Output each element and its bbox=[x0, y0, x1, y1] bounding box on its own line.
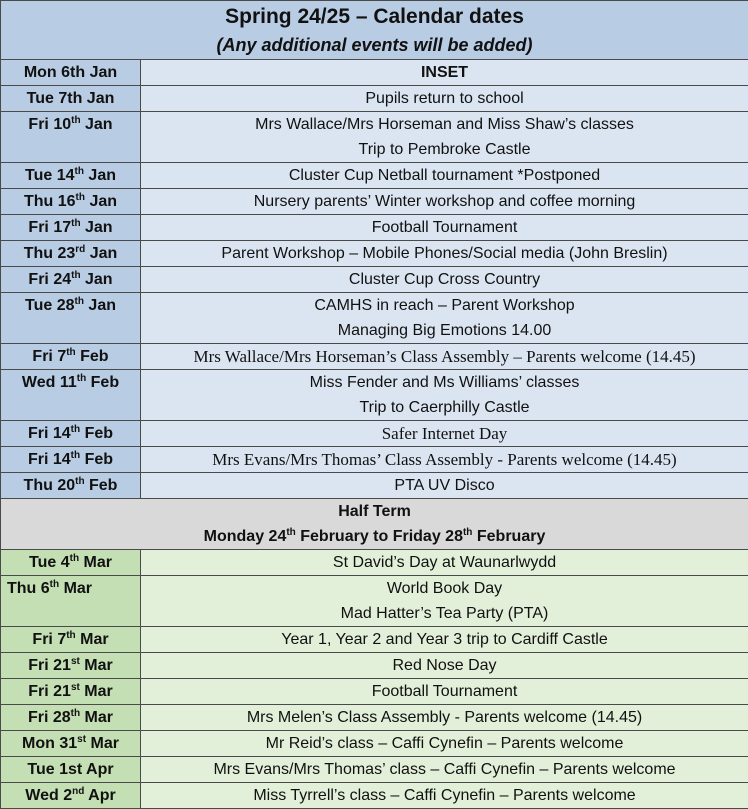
event-cell bbox=[141, 112, 748, 163]
event-cell bbox=[141, 241, 748, 267]
title-row bbox=[1, 1, 748, 60]
calendar-row bbox=[1, 163, 748, 189]
calendar-row bbox=[1, 189, 748, 215]
date-cell bbox=[1, 705, 141, 731]
event-cell bbox=[141, 705, 748, 731]
half-term-cell bbox=[1, 499, 748, 550]
event-text: Mr Reid’s class – Caffi Cynefin – Parents welcome bbox=[143, 731, 746, 756]
date-month: Jan bbox=[81, 116, 113, 133]
ordinal: th bbox=[463, 527, 472, 538]
calendar-row bbox=[1, 370, 748, 421]
event-cell bbox=[141, 757, 748, 783]
date-ordinal: th bbox=[70, 553, 79, 564]
date-cell bbox=[1, 370, 141, 421]
date-ordinal: rd bbox=[75, 244, 85, 255]
date-text: Thu 16 bbox=[24, 193, 76, 210]
event-cell bbox=[141, 370, 748, 421]
date-ordinal: th bbox=[76, 192, 85, 203]
event-text: Mrs Wallace/Mrs Horseman’s Class Assembly – Parents welcome (14.45) bbox=[143, 344, 746, 369]
calendar-row bbox=[1, 653, 748, 679]
calendar-row bbox=[1, 576, 748, 627]
calendar-row bbox=[1, 267, 748, 293]
event-cell bbox=[141, 576, 748, 627]
half-term-title: Half Term bbox=[1, 499, 748, 524]
event-text: Parent Workshop – Mobile Phones/Social media (John Breslin) bbox=[143, 241, 746, 266]
date-ordinal: th bbox=[66, 630, 75, 641]
ordinal: th bbox=[286, 527, 295, 538]
date-text: Thu 23 bbox=[24, 245, 76, 262]
date-cell bbox=[1, 731, 141, 757]
event-text: Mrs Evans/Mrs Thomas’ class – Caffi Cynefin – Parents welcome bbox=[143, 757, 746, 782]
date-cell bbox=[1, 215, 141, 241]
event-text: Pupils return to school bbox=[143, 86, 746, 111]
date-cell bbox=[1, 163, 141, 189]
date-month: Feb bbox=[86, 374, 119, 391]
date-month: Jan bbox=[81, 271, 113, 288]
half-term-end: February bbox=[472, 528, 545, 545]
date-text: Tue 7th Jan bbox=[27, 90, 115, 107]
date-ordinal: th bbox=[71, 270, 80, 281]
date-text: Fri 21 bbox=[28, 657, 71, 674]
event-text: World Book Day bbox=[143, 576, 746, 601]
date-text: Wed 2 bbox=[25, 787, 72, 804]
date-month: Jan bbox=[84, 297, 116, 314]
date-text: Mon 6th Jan bbox=[24, 64, 117, 81]
calendar-row bbox=[1, 627, 748, 653]
date-ordinal: st bbox=[77, 734, 86, 745]
event-text: Football Tournament bbox=[143, 215, 746, 240]
date-cell bbox=[1, 576, 141, 627]
event-text: Cluster Cup Cross Country bbox=[143, 267, 746, 292]
calendar-row bbox=[1, 731, 748, 757]
date-month: Mar bbox=[80, 709, 113, 726]
half-term-mid: February to Friday 28 bbox=[296, 528, 463, 545]
event-cell bbox=[141, 679, 748, 705]
event-cell bbox=[141, 60, 748, 86]
date-text: Fri 14 bbox=[28, 451, 71, 468]
calendar-body bbox=[1, 1, 748, 809]
event-text: Miss Tyrrell’s class – Caffi Cynefin – Parents welcome bbox=[143, 783, 746, 808]
date-text: Fri 17 bbox=[28, 219, 71, 236]
date-cell bbox=[1, 344, 141, 370]
date-cell bbox=[1, 189, 141, 215]
event-text: INSET bbox=[143, 60, 746, 85]
half-term-dates bbox=[1, 524, 748, 549]
date-ordinal: th bbox=[75, 476, 84, 487]
date-text: Tue 14 bbox=[25, 167, 75, 184]
date-month: Mar bbox=[76, 631, 109, 648]
calendar-row bbox=[1, 86, 748, 112]
date-cell bbox=[1, 267, 141, 293]
event-cell bbox=[141, 421, 748, 447]
event-text: Trip to Pembroke Castle bbox=[143, 137, 746, 162]
event-cell bbox=[141, 86, 748, 112]
event-cell bbox=[141, 627, 748, 653]
event-text: Miss Fender and Ms Williams’ classes bbox=[143, 370, 746, 395]
date-month: Feb bbox=[85, 477, 118, 494]
date-cell bbox=[1, 293, 141, 344]
event-text: Red Nose Day bbox=[143, 653, 746, 678]
date-ordinal: th bbox=[75, 166, 84, 177]
date-ordinal: th bbox=[71, 424, 80, 435]
date-cell bbox=[1, 627, 141, 653]
calendar-row bbox=[1, 550, 748, 576]
calendar-row bbox=[1, 344, 748, 370]
event-text: PTA UV Disco bbox=[143, 473, 746, 498]
calendar-row bbox=[1, 241, 748, 267]
date-month: Feb bbox=[80, 451, 113, 468]
event-text: Mad Hatter’s Tea Party (PTA) bbox=[143, 601, 746, 626]
calendar-row bbox=[1, 215, 748, 241]
calendar-row bbox=[1, 783, 748, 809]
title-cell bbox=[1, 1, 748, 60]
date-month: Mar bbox=[59, 580, 92, 597]
date-cell bbox=[1, 679, 141, 705]
date-text: Tue 1st Apr bbox=[27, 761, 113, 778]
event-text: Mrs Wallace/Mrs Horseman and Miss Shaw’s classes bbox=[143, 112, 746, 137]
date-ordinal: th bbox=[50, 579, 59, 590]
date-ordinal: th bbox=[71, 218, 80, 229]
date-ordinal: th bbox=[71, 115, 80, 126]
date-text: Fri 24 bbox=[28, 271, 71, 288]
date-text: Fri 28 bbox=[28, 709, 71, 726]
event-cell bbox=[141, 447, 748, 473]
event-text: Mrs Melen’s Class Assembly - Parents welcome (14.45) bbox=[143, 705, 746, 730]
event-cell bbox=[141, 550, 748, 576]
date-cell bbox=[1, 783, 141, 809]
date-ordinal: th bbox=[75, 296, 84, 307]
date-text: Thu 6 bbox=[7, 580, 50, 597]
date-cell bbox=[1, 447, 141, 473]
date-month: Feb bbox=[80, 425, 113, 442]
event-cell bbox=[141, 783, 748, 809]
event-cell bbox=[141, 653, 748, 679]
date-month: Mar bbox=[86, 735, 119, 752]
date-ordinal: st bbox=[71, 656, 80, 667]
event-cell bbox=[141, 163, 748, 189]
calendar-row bbox=[1, 421, 748, 447]
calendar-row bbox=[1, 112, 748, 163]
date-text: Fri 21 bbox=[28, 683, 71, 700]
event-text: CAMHS in reach – Parent Workshop bbox=[143, 293, 746, 318]
date-month: Mar bbox=[80, 683, 113, 700]
page-subtitle: (Any additional events will be added) bbox=[1, 32, 748, 59]
half-term-start: Monday 24 bbox=[204, 528, 287, 545]
event-text: Safer Internet Day bbox=[143, 421, 746, 446]
date-text: Wed 11 bbox=[22, 374, 77, 391]
date-text: Thu 20 bbox=[24, 477, 76, 494]
calendar-row bbox=[1, 60, 748, 86]
event-cell bbox=[141, 731, 748, 757]
date-cell bbox=[1, 550, 141, 576]
date-cell bbox=[1, 421, 141, 447]
calendar-row bbox=[1, 705, 748, 731]
date-cell bbox=[1, 86, 141, 112]
event-text: Cluster Cup Netball tournament *Postponed bbox=[143, 163, 746, 188]
date-text: Mon 31 bbox=[22, 735, 77, 752]
event-text: St David’s Day at Waunarlwydd bbox=[143, 550, 746, 575]
calendar-row bbox=[1, 757, 748, 783]
event-text: Managing Big Emotions 14.00 bbox=[143, 318, 746, 343]
date-text: Fri 14 bbox=[28, 425, 71, 442]
date-month: Apr bbox=[84, 787, 115, 804]
date-month: Jan bbox=[85, 193, 117, 210]
event-text: Mrs Evans/Mrs Thomas’ Class Assembly - Parents welcome (14.45) bbox=[143, 447, 746, 472]
event-text: Nursery parents’ Winter workshop and coffee morning bbox=[143, 189, 746, 214]
date-month: Mar bbox=[79, 554, 112, 571]
page-title: Spring 24/25 – Calendar dates bbox=[1, 1, 748, 32]
date-cell bbox=[1, 757, 141, 783]
half-term-row bbox=[1, 499, 748, 550]
event-text: Football Tournament bbox=[143, 679, 746, 704]
calendar-row bbox=[1, 447, 748, 473]
date-month: Feb bbox=[76, 348, 109, 365]
date-text: Tue 4 bbox=[29, 554, 70, 571]
date-month: Mar bbox=[80, 657, 113, 674]
date-month: Jan bbox=[85, 245, 117, 262]
date-text: Fri 7 bbox=[32, 348, 66, 365]
date-ordinal: th bbox=[71, 708, 80, 719]
calendar-row bbox=[1, 679, 748, 705]
event-cell bbox=[141, 215, 748, 241]
date-month: Jan bbox=[84, 167, 116, 184]
date-ordinal: th bbox=[77, 373, 86, 384]
date-ordinal: th bbox=[71, 450, 80, 461]
date-cell bbox=[1, 60, 141, 86]
date-cell bbox=[1, 241, 141, 267]
calendar-row bbox=[1, 293, 748, 344]
event-cell bbox=[141, 293, 748, 344]
date-text: Fri 10 bbox=[28, 116, 71, 133]
date-ordinal: nd bbox=[72, 786, 84, 797]
event-text: Year 1, Year 2 and Year 3 trip to Cardiff Castle bbox=[143, 627, 746, 652]
event-cell bbox=[141, 344, 748, 370]
date-text: Tue 28 bbox=[25, 297, 75, 314]
date-cell bbox=[1, 473, 141, 499]
date-ordinal: th bbox=[66, 347, 75, 358]
date-cell bbox=[1, 653, 141, 679]
calendar-row bbox=[1, 473, 748, 499]
event-cell bbox=[141, 267, 748, 293]
event-text: Trip to Caerphilly Castle bbox=[143, 395, 746, 420]
date-text: Fri 7 bbox=[32, 631, 66, 648]
date-month: Jan bbox=[81, 219, 113, 236]
event-cell bbox=[141, 473, 748, 499]
date-ordinal: st bbox=[71, 682, 80, 693]
event-cell bbox=[141, 189, 748, 215]
date-cell bbox=[1, 112, 141, 163]
